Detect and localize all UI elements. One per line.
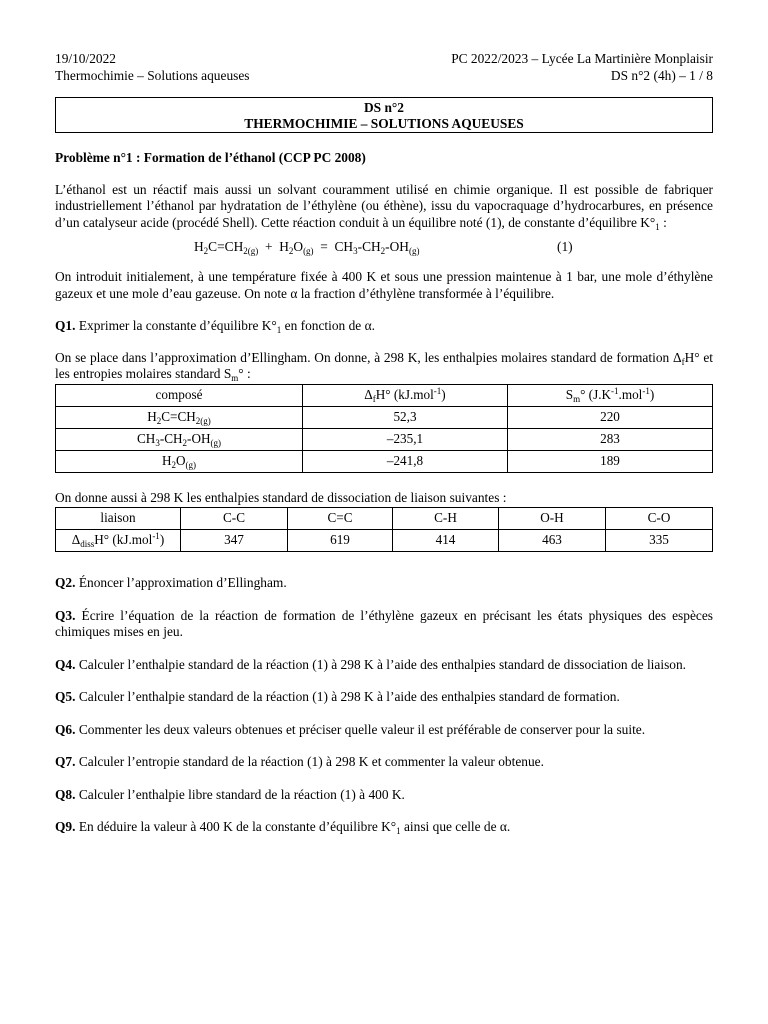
intro-text: L’éthanol est un réactif mais aussi un solvant couramment utilisé en chimie organique. Il est possible de fabriquer industriellement l’éthanol par hydratation de l’éthylène (ou éthène), issu du vapocraquage d’hydrocarbures, en présence d’un catalyseur acide (procédé Shell). Cette réaction conduit à un équilibre noté (1), de constante d’équilibre K° (55, 181, 713, 230)
cell-value: 52,3 (303, 406, 508, 428)
header-pages: DS n°2 (4h) – 1 / 8 (610, 68, 713, 83)
bond-row-label: liaison (56, 508, 181, 530)
question-text: Écrire l’équation de la réaction de formation de l’éthylène gazeux en précisant les états physiques des espèces chimiques mises en jeu. (55, 607, 713, 639)
table-row (56, 450, 713, 472)
question-text: Exprimer la constante d’équilibre K° (75, 318, 277, 333)
bond-name: C-C (181, 508, 288, 530)
question-label: Q7. (55, 754, 76, 769)
question-text: Commenter les deux valeurs obtenues et préciser quelle valeur il est préférable de conserver pour la suite. (75, 721, 646, 737)
question-text: Énoncer l’approximation d’Ellingham. (75, 575, 287, 590)
bond-name: C-H (393, 508, 499, 530)
title-line-1: DS n°2 (364, 100, 404, 115)
header-row-2 (55, 67, 713, 84)
cell-value: 283 (508, 428, 713, 450)
question-1 (55, 318, 713, 335)
title-line-2: THERMOCHIMIE – SOLUTIONS AQUEUSES (244, 115, 524, 131)
question-8 (55, 787, 713, 804)
intro-subscript: 1 (655, 221, 660, 232)
para3-sub-m: m (231, 373, 239, 383)
header-enthalpy: $\Delta_fH^\circ$ (kJ.mol$^{-1}$) (303, 384, 508, 406)
question-6 (55, 722, 713, 739)
paragraph-conditions: On introduit initialement, à une température fixée à 400 K et sous une pression maintenue à 1 bar, une mole d’éthylène gazeux et une mole d’eau gazeuse. On note α la fraction d’éthylène transformée à l’équilibre. (55, 269, 713, 301)
bond-value: 463 (499, 530, 606, 552)
table-row (56, 406, 713, 428)
question-label: Q2. (55, 575, 76, 590)
compound-ethanol: $CH_3-CH_2-OH_{(g)}$ (56, 428, 303, 450)
question-label: Q9. (55, 819, 76, 834)
question-3 (55, 608, 713, 641)
bond-value: 347 (181, 530, 288, 552)
title-box (55, 97, 713, 133)
cell-value: –235,1 (303, 428, 508, 450)
header-subject: Thermochimie – Solutions aqueuses (55, 68, 250, 83)
question-9 (55, 819, 713, 836)
question-text: Calculer l’enthalpie libre standard de la réaction (1) à 400 K. (75, 786, 405, 802)
reaction-equation (55, 239, 713, 256)
paragraph-ellingham (55, 350, 713, 383)
cell-value: –241,8 (303, 450, 508, 472)
table-header-row (56, 384, 713, 406)
bond-value: 619 (288, 530, 393, 552)
para3-text-c: ° : (238, 366, 251, 381)
intro-paragraph (55, 182, 713, 232)
bond-value-label: $\Delta_{diss}H^\circ$ (kJ.mol$^{-1}$) (56, 530, 181, 552)
question-text: En déduire la valeur à 400 K de la constante d’équilibre K° (75, 819, 397, 834)
question-text: Calculer l’enthalpie standard de la réaction (1) à 298 K à l’aide des enthalpies standard de dissociation de liaison. (75, 656, 687, 672)
question-text-end: en fonction de α. (281, 318, 375, 333)
compound-water: $H_2O_{(g)}$ (56, 450, 303, 472)
document-page (55, 50, 713, 836)
question-label: Q8. (55, 786, 76, 802)
question-7 (55, 754, 713, 771)
intro-end: : (659, 214, 667, 230)
para3-sub-f: f (681, 356, 685, 367)
header-compose: composé (56, 384, 303, 406)
equation-formula: $H_2C=CH_{2(g)} + H_2O_{(g)} = CH_3-CH_2-OH_{(g)}$ (194, 239, 420, 256)
question-label: Q5. (55, 689, 76, 704)
para3-text-a: On se place dans l’approximation d’Ellingham. On donne, à 298 K, les enthalpies molaires standard de formation Δ (55, 349, 682, 365)
bond-dissociation-table (55, 507, 713, 552)
cell-value: 189 (508, 450, 713, 472)
question-5 (55, 689, 713, 706)
header-row-1 (55, 50, 713, 67)
problem-title: Problème n°1 : Formation de l’éthanol (CCP PC 2008) (55, 150, 366, 165)
bond-value-row (56, 530, 713, 552)
bond-header-row (56, 508, 713, 530)
bond-value: 414 (393, 530, 499, 552)
bond-name: O-H (499, 508, 606, 530)
bond-value: 335 (606, 530, 713, 552)
table-row (56, 428, 713, 450)
bond-name: C=C (288, 508, 393, 530)
question-text: Calculer l’enthalpie standard de la réaction (1) à 298 K à l’aide des enthalpies standard de formation. (75, 689, 620, 704)
bond-name: C-O (606, 508, 713, 530)
compound-ethylene: $H_2C=CH_{2(g)}$ (56, 406, 303, 428)
question-label: Q1. (55, 318, 76, 333)
question-2 (55, 575, 713, 592)
question-text-end: ainsi que celle de α. (400, 819, 511, 834)
question-text: Calculer l’entropie standard de la réaction (1) à 298 K et commenter la valeur obtenue. (75, 754, 544, 769)
equation-number: (1) (557, 239, 573, 254)
paragraph-bonds: On donne aussi à 298 K les enthalpies standard de dissociation de liaison suivantes : (55, 489, 507, 505)
question-subscript: 1 (396, 826, 401, 836)
question-label: Q3. (55, 607, 76, 623)
header-entropy: $S_m^\circ$ $(J.K^{-1}.mol^{-1})$ (508, 384, 713, 406)
question-label: Q4. (55, 656, 76, 672)
formation-data-table (55, 384, 713, 473)
question-label: Q6. (55, 721, 76, 737)
para3-text-b: H° et les entropies molaires standard S (55, 349, 713, 381)
question-subscript: 1 (276, 325, 282, 335)
question-4 (55, 657, 713, 674)
header-school: PC 2022/2023 – Lycée La Martinière Monplaisir (451, 51, 713, 66)
cell-value: 220 (508, 406, 713, 428)
header-date: 19/10/2022 (55, 51, 117, 66)
